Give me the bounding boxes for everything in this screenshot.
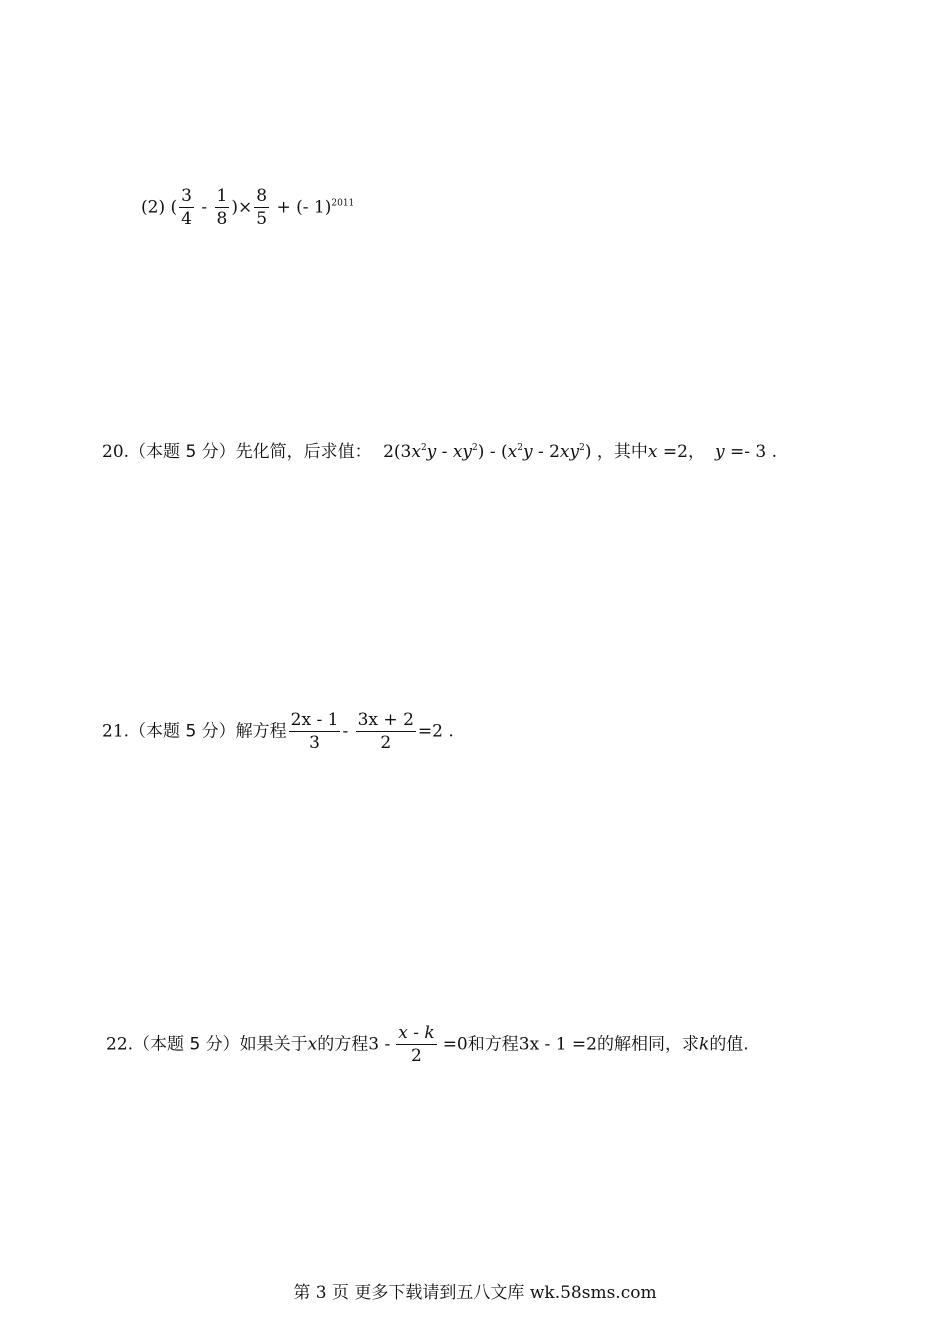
lhs: 3 - xyxy=(368,1034,391,1055)
denominator: 4 xyxy=(181,209,192,229)
rhs: =0 xyxy=(442,1034,468,1055)
equation-2: 3x - 1 =2 xyxy=(518,1034,597,1055)
var-xy: xy xyxy=(452,442,473,462)
fraction-8-5 xyxy=(254,188,269,228)
var-y: y xyxy=(426,442,437,462)
expr-part: 2(3 xyxy=(383,442,412,462)
plus-sign: + xyxy=(276,197,291,218)
var-x: x xyxy=(507,442,518,462)
comma: ， xyxy=(687,442,705,462)
var-x: x xyxy=(307,1034,318,1055)
var-x: x xyxy=(411,442,421,462)
var-x: x xyxy=(647,442,658,462)
exponent: 2 xyxy=(579,443,585,453)
close-paren: ) xyxy=(231,197,238,218)
problem-19-part-2 xyxy=(141,188,354,228)
problem-prompt: （本题 5 分）如果关于 xyxy=(133,1034,308,1055)
page-footer: 第 3 页 更多下载请到五八文库 wk.58sms.com xyxy=(293,1283,657,1303)
problem-21 xyxy=(102,712,454,752)
expr-part: - xyxy=(436,442,453,462)
fraction-x-minus-k-over-2 xyxy=(396,1025,436,1065)
problem-22 xyxy=(106,1025,749,1065)
text-part: 和方程 xyxy=(467,1034,519,1055)
denominator: 3 xyxy=(309,733,320,753)
denominator: 8 xyxy=(216,209,228,229)
var-k: k xyxy=(699,1034,710,1055)
times-sign: × xyxy=(238,197,253,218)
fraction-3x-plus-2-over-2 xyxy=(356,712,416,752)
where-text: ，其中 xyxy=(596,442,648,462)
numerator: 3x + 2 xyxy=(357,710,414,730)
minus-sign: - xyxy=(342,721,349,742)
problem-number: 22. xyxy=(106,1034,134,1055)
numerator: 2x - 1 xyxy=(290,710,339,730)
text-part: 的解相同，求 xyxy=(597,1034,699,1055)
var-y: y xyxy=(714,442,725,462)
minus-sign: - xyxy=(201,197,208,218)
text-part: 的方程 xyxy=(317,1034,369,1055)
denominator: 2 xyxy=(411,1046,422,1066)
exponent: 2 xyxy=(472,443,478,453)
problem-20 xyxy=(102,444,777,461)
var-xy: xy xyxy=(559,442,580,462)
expression xyxy=(383,442,597,462)
problem-prompt: （本题 5 分）先化简，后求值： xyxy=(129,442,372,462)
exponent: 2 xyxy=(420,443,427,453)
open-paren: ( xyxy=(170,197,178,218)
expr-part: - 2 xyxy=(532,442,560,462)
expr-part: ) - ( xyxy=(477,442,508,462)
exponent: 2 xyxy=(517,443,523,453)
denominator: 2 xyxy=(380,733,392,753)
expr-part: ) xyxy=(584,442,592,462)
part-label: (2) xyxy=(141,197,166,218)
problem-number: 21. xyxy=(102,721,130,742)
denominator: 5 xyxy=(256,209,268,229)
y-value: =- 3 xyxy=(724,442,767,462)
fraction-3-4 xyxy=(179,188,194,228)
numerator: x - k xyxy=(398,1023,435,1043)
period: . xyxy=(442,721,454,742)
fraction-1-8 xyxy=(215,188,230,228)
rhs: =2 xyxy=(417,721,443,742)
numerator: 1 xyxy=(216,186,228,206)
power-base: (- 1) xyxy=(296,197,332,218)
text-part: 的值. xyxy=(709,1034,749,1055)
fraction-2x-minus-1-over-3 xyxy=(289,712,341,752)
exponent: 2011 xyxy=(331,198,355,209)
problem-prompt: （本题 5 分）解方程 xyxy=(129,721,287,742)
var-y: y xyxy=(522,442,533,462)
numerator: 3 xyxy=(181,186,192,206)
numerator: 8 xyxy=(256,186,268,206)
period: . xyxy=(766,442,778,462)
problem-number: 20. xyxy=(102,442,130,462)
x-value: =2 xyxy=(657,442,688,462)
